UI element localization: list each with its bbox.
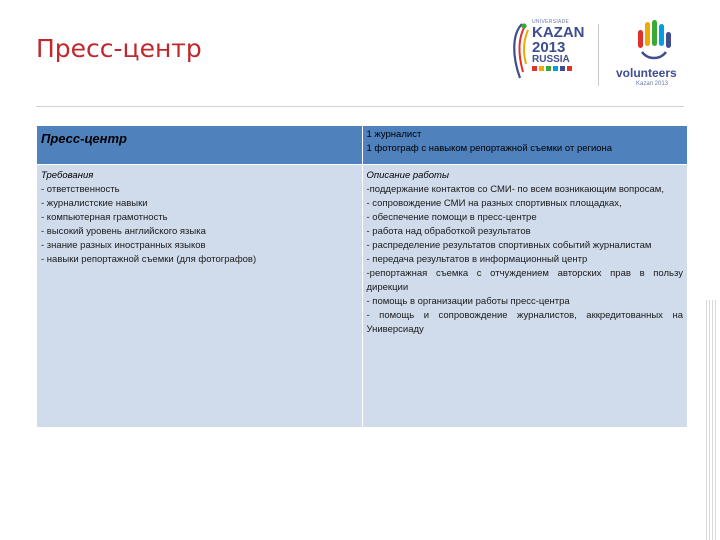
table-body-row (37, 165, 688, 428)
list-item: -поддержание контактов со СМИ- по всем возникающим вопросам, (366, 184, 664, 195)
hand-smile-icon (634, 18, 674, 62)
press-center-table (36, 125, 688, 428)
header-right-line: 1 фотограф с навыком репортажной съемки от региона (366, 143, 613, 154)
description-heading: Описание работы (366, 170, 449, 181)
header-cell-left (37, 126, 363, 165)
universiade-year: 2013 (532, 39, 566, 56)
universiade-country: RUSSIA (532, 54, 570, 65)
requirements-heading: Требования (41, 170, 94, 181)
list-item: - журналистские навыки (41, 198, 148, 209)
list-item: -репортажная съемка с отчуждением авторских прав в пользу дирекции (366, 268, 683, 293)
colored-dots-icon (532, 66, 576, 72)
header-cell-right (362, 126, 688, 165)
list-item: - помощь в организации работы пресс-центра (366, 296, 570, 307)
volunteers-logo (612, 18, 698, 94)
list-item: - передача результатов в информационный центр (366, 254, 588, 265)
universiade-emblem-icon (508, 20, 534, 82)
requirements-cell (37, 165, 363, 428)
logo-group (508, 18, 698, 94)
list-item: - сопровождение СМИ на разных спортивных площадках, (366, 198, 622, 209)
list-item: - обеспечение помощи в пресс-центре (366, 212, 537, 223)
universiade-logo (508, 18, 590, 84)
universiade-city: KAZAN (532, 24, 585, 41)
list-item: - знание разных иностранных языков (41, 240, 206, 251)
list-item: - компьютерная грамотность (41, 212, 168, 223)
universiade-small-text: UNIVERSIADE (532, 19, 570, 25)
list-item: - распределение результатов спортивных событий журналистам (366, 240, 652, 251)
list-item: - помощь и сопровождение журналистов, аккредитованных на Универсиаду (366, 310, 683, 335)
logo-divider (598, 24, 599, 86)
header-divider (36, 106, 684, 107)
decorative-stripe (706, 300, 716, 540)
volunteers-subtitle: Kazan 2013 (636, 81, 669, 87)
volunteers-name: volunteers (616, 66, 677, 80)
list-item: - высокий уровень английского языка (41, 226, 206, 237)
page-title: Пресс-центр (36, 34, 202, 63)
header-right-line: 1 журналист (366, 129, 422, 140)
list-item: - навыки репортажной съемки (для фотографов) (41, 254, 257, 265)
list-item: - ответственность (41, 184, 120, 195)
header-left-title: Пресс-центр (41, 131, 127, 146)
description-cell (362, 165, 688, 428)
table-header-row (37, 126, 688, 165)
list-item: - работа над обработкой результатов (366, 226, 531, 237)
